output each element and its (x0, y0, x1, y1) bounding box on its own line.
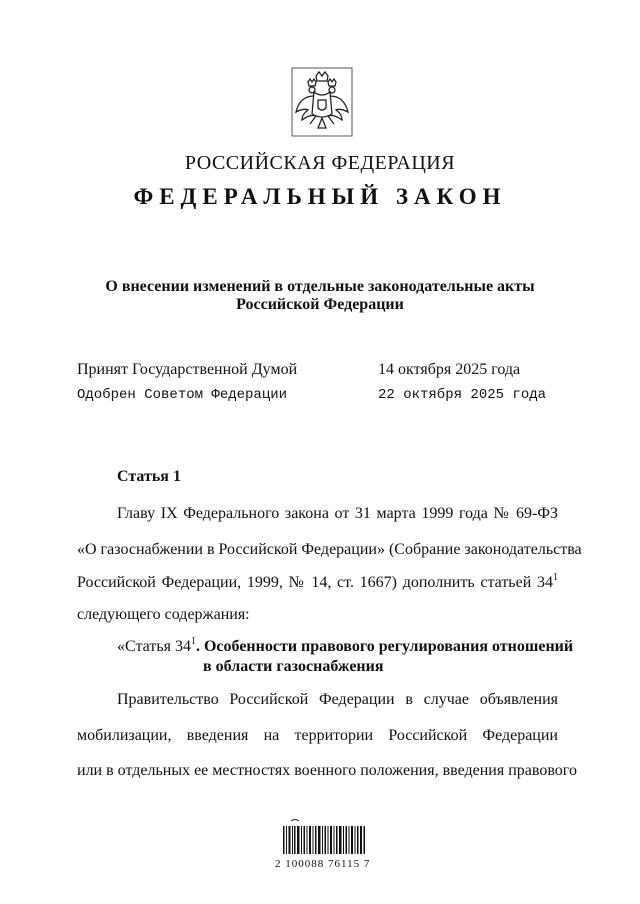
article-1-p1-line3 (77, 571, 558, 592)
law-title (0, 278, 640, 314)
article-1-p2-line1: Правительство Российской Федерации в случае объявления (117, 691, 558, 708)
barcode-icon (283, 818, 365, 854)
superscript: 1 (553, 571, 558, 583)
article-34-1-prefix: «Статья 34 (117, 638, 191, 655)
article-1-p2-line2: мобилизации, введения на территории Российской Федерации (77, 727, 558, 744)
approved-label: Одобрен Советом Федерации (77, 387, 288, 403)
superscript: 1 (190, 635, 196, 647)
law-type: ФЕДЕРАЛЬНЫЙ ЗАКОН (133, 184, 507, 209)
article-1-p2-line3: или в отдельных ее местностях военного положения, введения правового (77, 762, 577, 779)
law-title-line1: О внесении изменений в отдельные законодательные акты (105, 278, 535, 295)
article-34-1-title-b: в области газоснабжения (203, 658, 384, 675)
article-1-p1-line3-text: Российской Федерации, 1999, № 14, ст. 1667) дополнить статьей 34 (77, 574, 553, 591)
article-1-p1-line4: следующего содержания: (77, 606, 250, 623)
article-1-heading: Статья 1 (117, 468, 181, 485)
country-name: РОССИЙСКАЯ ФЕДЕРАЦИЯ (184, 152, 456, 174)
article-1-p1-line2: «О газоснабжении в Российской Федерации» (Собрание законодательства (77, 541, 582, 558)
coat-of-arms-icon (290, 66, 354, 138)
article-34-1-heading (117, 635, 574, 677)
approved-date: 22 октября 2025 года (378, 387, 547, 403)
article-34-1-title-a: . Особенности правового регулирования отношений (195, 638, 574, 655)
law-title-line2: Российской Федерации (236, 296, 404, 313)
adopted-date: 14 октября 2025 года (378, 361, 521, 378)
article-1-p1-line1: Главу IX Федерального закона от 31 марта 1999 года № 69-ФЗ (117, 505, 558, 522)
barcode-number: 2 100088 76115 7 (275, 858, 371, 870)
article-34-1-heading-line1 (117, 635, 574, 657)
adopted-label: Принят Государственной Думой (77, 361, 298, 378)
